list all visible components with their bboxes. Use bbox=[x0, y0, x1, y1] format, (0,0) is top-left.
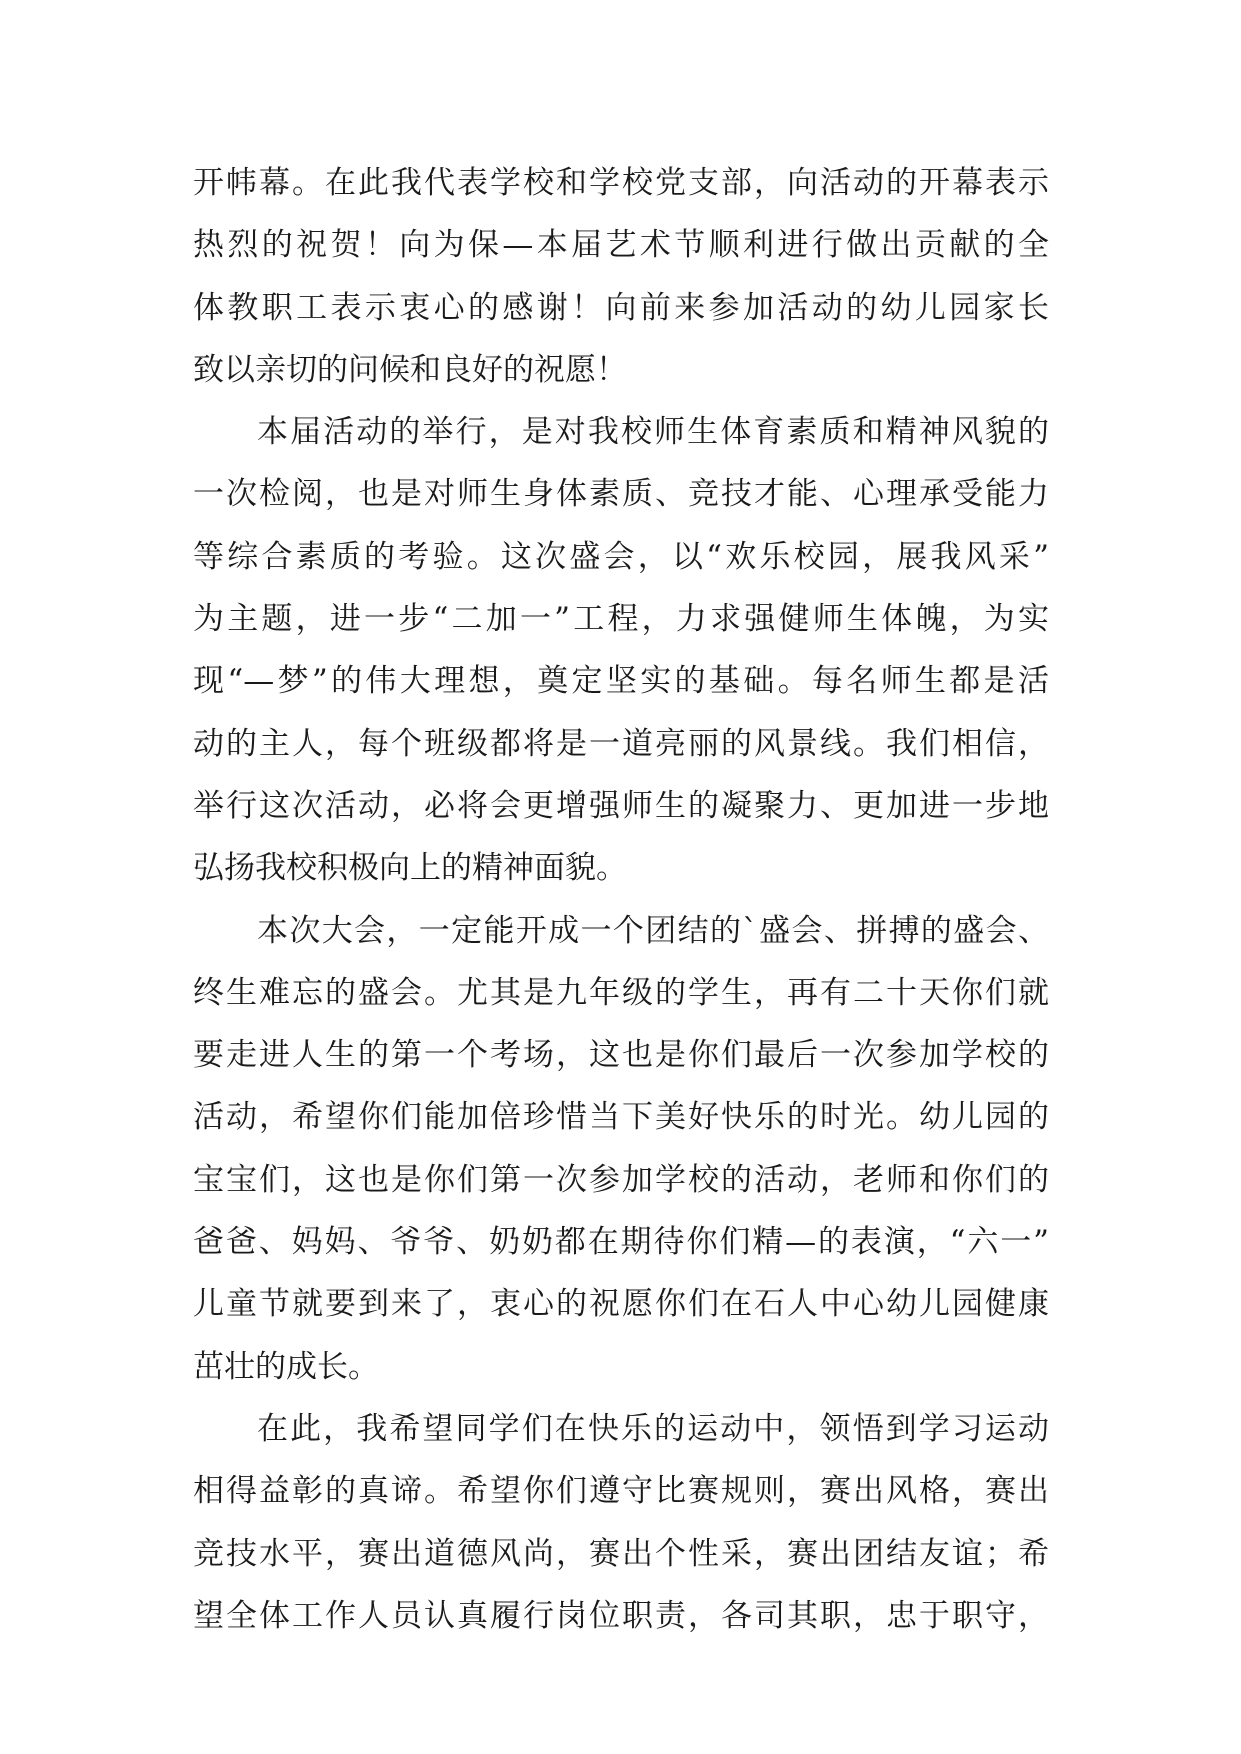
text-line: 茁壮的成长。 bbox=[193, 1348, 379, 1385]
paragraph-first-line: 在此，我希望同学们在快乐的运动中，领悟到学习运动 bbox=[257, 1410, 1049, 1447]
text-line: 要走进人生的第一个考场，这也是你们最后一次参加学校的 bbox=[193, 1037, 1049, 1074]
text-line: 弘扬我校积极向上的精神面貌。 bbox=[193, 850, 627, 887]
text-line: 活动，希望你们能加倍珍惜当下美好快乐的时光。幼儿园的 bbox=[193, 1099, 1049, 1136]
text-line: 热烈的祝贺！向为保—本届艺术节顺利进行做出贡献的全 bbox=[193, 227, 1049, 264]
paragraph-first-line: 本次大会，一定能开成一个团结的`盛会、拼搏的盛会、 bbox=[257, 912, 1049, 949]
text-line: 儿童节就要到来了，衷心的祝愿你们在石人中心幼儿园健康 bbox=[193, 1286, 1049, 1323]
text-line: 开帏幕。在此我代表学校和学校党支部，向活动的开幕表示 bbox=[193, 165, 1049, 201]
text-line: 终生难忘的盛会。尤其是九年级的学生，再有二十天你们就 bbox=[193, 974, 1049, 1011]
text-line: 动的主人，每个班级都将是一道亮丽的风景线。我们相信， bbox=[193, 725, 1049, 762]
text-line: 体教职工表示衷心的感谢！向前来参加活动的幼儿园家长 bbox=[193, 289, 1049, 326]
text-line: 相得益彰的真谛。希望你们遵守比赛规则，赛出风格，赛出 bbox=[193, 1473, 1049, 1510]
paragraph-first-line: 本届活动的举行，是对我校师生体育素质和精神风貌的 bbox=[257, 414, 1049, 451]
text-line: 等综合素质的考验。这次盛会，以“欢乐校园，展我风采” bbox=[193, 538, 1049, 575]
text-line: 爸爸、妈妈、爷爷、奶奶都在期待你们精—的表演，“六一” bbox=[193, 1224, 1049, 1261]
text-line: 一次检阅，也是对师生身体素质、竞技才能、心理承受能力 bbox=[193, 476, 1049, 513]
text-line: 宝宝们，这也是你们第一次参加学校的活动，老师和你们的 bbox=[193, 1161, 1049, 1198]
text-line: 为主题，进一步“二加一”工程，力求强健师生体魄，为实 bbox=[193, 601, 1049, 638]
text-line: 竞技水平，赛出道德风尚，赛出个性采，赛出团结友谊；希 bbox=[193, 1535, 1049, 1572]
text-line: 现“—梦”的伟大理想，奠定坚实的基础。每名师生都是活 bbox=[193, 663, 1049, 700]
text-line: 望全体工作人员认真履行岗位职责，各司其职，忠于职守， bbox=[193, 1597, 1049, 1634]
text-line: 举行这次活动，必将会更增强师生的凝聚力、更加进一步地 bbox=[193, 787, 1049, 824]
text-line: 致以亲切的问候和良好的祝愿！ bbox=[193, 351, 627, 388]
document-body bbox=[193, 152, 1049, 1647]
